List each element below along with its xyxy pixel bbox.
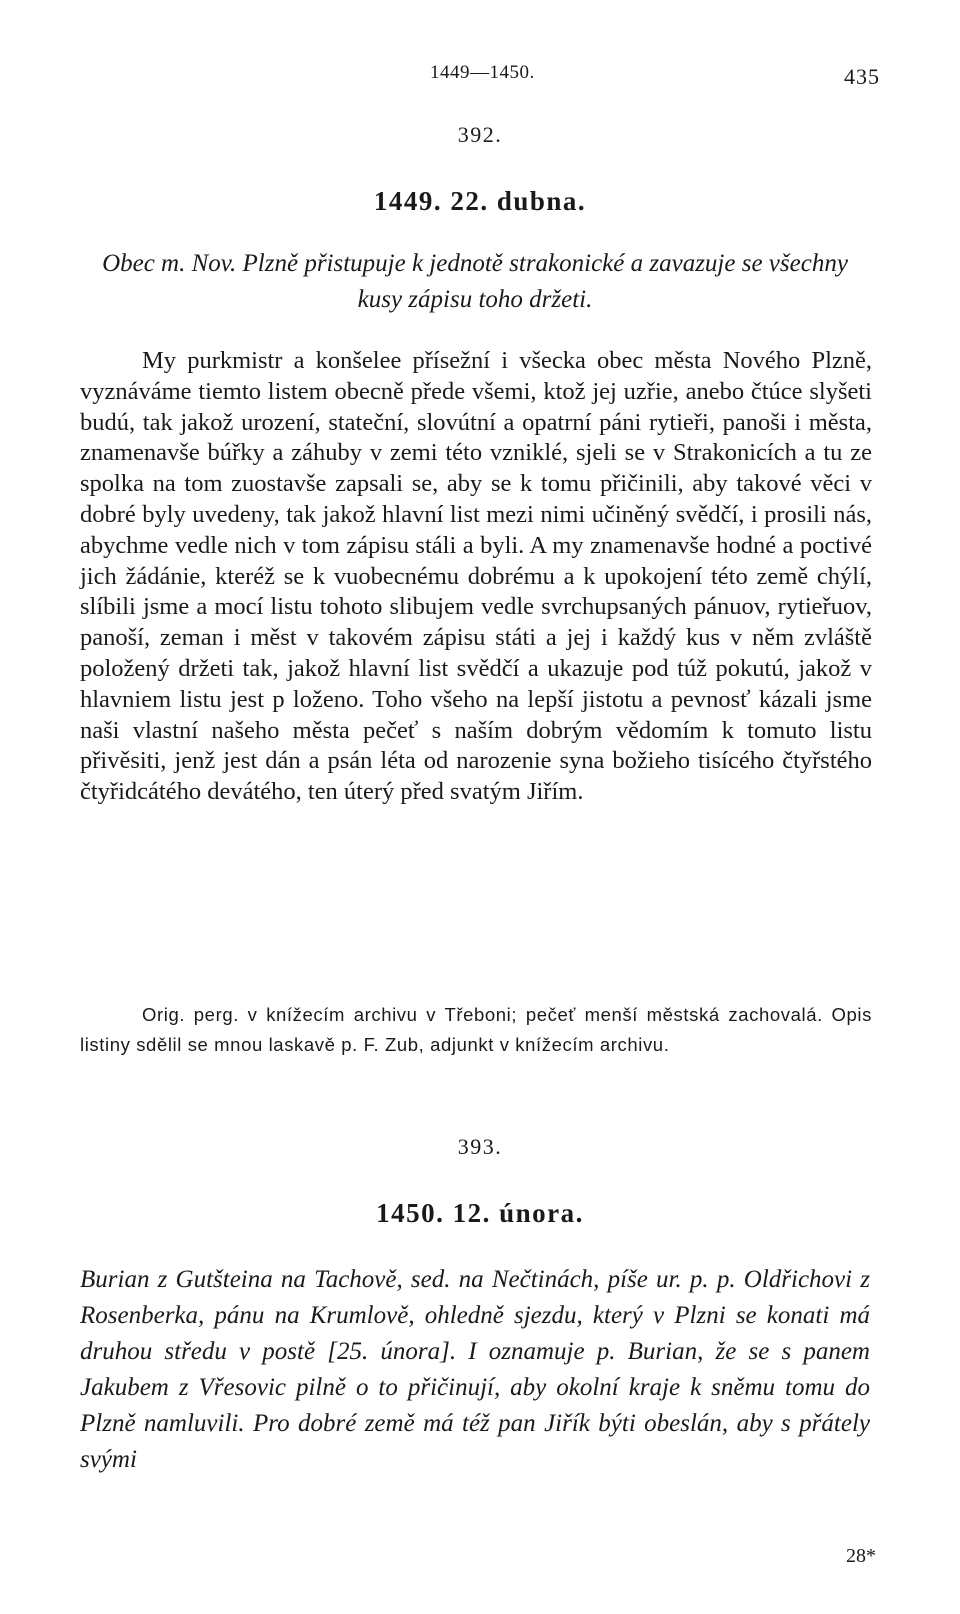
running-title: 1449—1450. [430, 62, 535, 83]
entry-source-note: Orig. perg. v knížecím archivu v Třeboni; pečeť menší městská zachovalá. Opis listiny sdělil se mnou laskavě p. F. Zub, adjunkt v knížecím archivu. [80, 1004, 872, 1055]
signature-mark: 28* [846, 1545, 876, 1567]
entry-regest: Burian z Gutšteina na Tachově, sed. na Nečtinách, píše ur. p. p. Oldřichovi z Rosenberka, pánu na Krumlově, ohledně sjezdu, který v Plzni se konati má druhou středu v postě [25. února]. I oznamuje p. Burian, že se s panem Jakubem z Vřesovic pilně o to přičinují, aby okolní kraje k sněmu tomu do Plzně namluvili. Pro dobré země má též pan Jiřík býti obeslán, aby s přátely svými [80, 1266, 870, 1473]
entry-body: My purkmistr a konšelee přísežní i všecka obec města Nového Plzně, vyznáváme tiemto listem obecně přede všemi, ktož jej uzřie, anebo čtúce slyšeti budú, tak jakož urození, stateční, slovútní a opatrní páni rytieři, panoši i města, znamenavše búřky a záhuby v zemi této vzniklé, sjeli se v Strakonicích a tu ze spolka na tom zuostavše zapsali se, aby se k tomu přičinili, aby takové věci v dobré byly uvedeny, tak jakož hlavní list mezi nimi učiněný svědčí, i prosili nás, abychme vedle nich v tom zápisu stáli a byli. A my znamenavše hodné a poctivé jich žádánie, kteréž se k vuobecnému dobrému a k upokojení této země chýlí, slíbili jsme a mocí listu tohoto slibujem vedle svrchupsaných pánuov, rytieřuov, panoší, zeman i měst v takovém zápisu státi a jej i každý kus v něm zvláště položený držeti tak, jakož hlavní list svědčí a ukazuje pod túž pokutú, jakož v hlavniem listu jest p loženo. Toho všeho na lepší jistotu a pevnosť kázali jsme naši vlastní našeho města pečeť s naším dobrým vědomím k tomuto listu přivěsiti, jenž jest dán a psán léta od narozenie syna božieho tisícého čtyřstého čtyřidcátého devátého, ten úterý před svatým Jiřím. [80, 347, 872, 806]
entry-number: 392. [457, 122, 503, 147]
entry-number: 393. [457, 1134, 503, 1159]
entry-regest: Obec m. Nov. Plzně přistupuje k jednotě strakonické a zavazuje se všechny kusy zápisu toho držeti. [102, 250, 848, 313]
entry-date: 1450. 12. února. [376, 1198, 584, 1228]
running-head [0, 62, 960, 92]
entry-date: 1449. 22. dubna. [373, 186, 587, 216]
page-number: 435 [844, 64, 880, 89]
